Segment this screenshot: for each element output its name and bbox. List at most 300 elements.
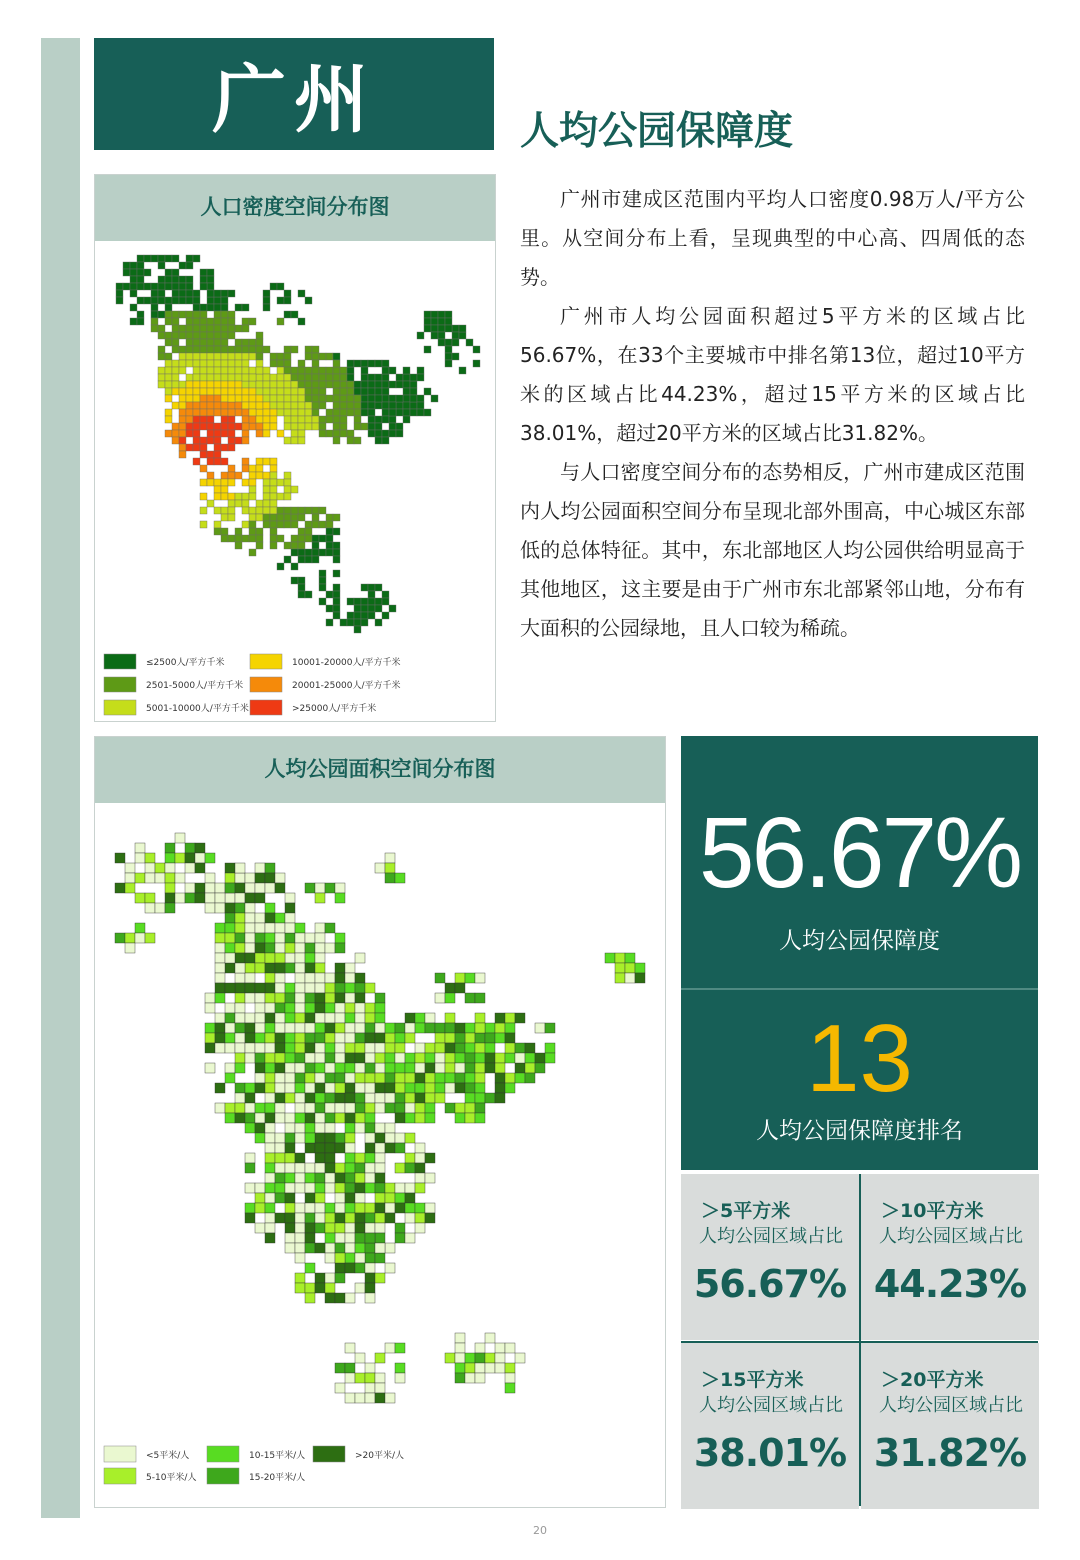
map-cell [333, 423, 340, 430]
map-cell [325, 983, 335, 993]
map-cell [291, 388, 298, 395]
map-cell [459, 367, 466, 374]
map-cell [333, 381, 340, 388]
map-cell [415, 1013, 425, 1023]
map-cell [315, 1023, 325, 1033]
map-cell [205, 1043, 215, 1053]
map-cell [315, 1103, 325, 1113]
map-cell [207, 374, 214, 381]
map-cell [325, 1073, 335, 1083]
map-cell [245, 903, 255, 913]
map-cell [305, 1133, 315, 1143]
map-cell [475, 1103, 485, 1113]
map-cell [361, 584, 368, 591]
legend-label: <5平米/人 [146, 1451, 190, 1461]
map-cell [291, 346, 298, 353]
map-cell [265, 1023, 275, 1033]
map-cell [125, 943, 135, 953]
map-cell [186, 290, 193, 297]
map-cell [495, 1013, 505, 1023]
map-cell [424, 388, 431, 395]
map-cell [225, 1113, 235, 1123]
map-cell [452, 325, 459, 332]
map-cell [275, 943, 285, 953]
map-cell [228, 332, 235, 339]
map-cell [200, 304, 207, 311]
map-cell [335, 1183, 345, 1193]
map-cell [365, 1373, 375, 1383]
map-cell [295, 1163, 305, 1173]
map-cell [505, 1373, 515, 1383]
map-cell [200, 507, 207, 514]
map-cell [382, 430, 389, 437]
map-cell [375, 1033, 385, 1043]
map-cell [225, 893, 235, 903]
map-cell [256, 332, 263, 339]
map-cell [319, 535, 326, 542]
map-cell [205, 993, 215, 1003]
map-cell [235, 963, 245, 973]
map-cell [298, 577, 305, 584]
map-cell [225, 1043, 235, 1053]
stat-cell-sub: 人均公园区域占比 [699, 1395, 843, 1416]
legend-swatch [104, 700, 136, 715]
map-cell [345, 1113, 355, 1123]
map-cell [335, 1063, 345, 1073]
map-cell [333, 360, 340, 367]
map-cell [186, 283, 193, 290]
map-cell [221, 486, 228, 493]
map-cell [382, 598, 389, 605]
map-cell [256, 395, 263, 402]
map-cell [245, 873, 255, 883]
map-cell [214, 381, 221, 388]
map-cell [425, 1113, 435, 1123]
map-cell [425, 1013, 435, 1023]
map-cell [172, 381, 179, 388]
map-cell [347, 409, 354, 416]
map-cell [277, 507, 284, 514]
map-cell [515, 1073, 525, 1083]
map-cell [221, 367, 228, 374]
map-cell [285, 1063, 295, 1073]
map-cell [365, 1253, 375, 1263]
map-cell [186, 297, 193, 304]
map-cell [135, 933, 145, 943]
map-cell [270, 514, 277, 521]
map-cell [215, 1083, 225, 1093]
map-cell [389, 430, 396, 437]
park-area-map-title: 人均公园面积空间分布图 [95, 737, 665, 803]
map-cell [410, 374, 417, 381]
map-cell [221, 290, 228, 297]
map-cell [249, 353, 256, 360]
map-cell [315, 993, 325, 1003]
map-cell [355, 973, 365, 983]
map-cell [249, 493, 256, 500]
map-cell [284, 297, 291, 304]
map-cell [263, 416, 270, 423]
map-cell [130, 276, 137, 283]
map-cell [385, 1143, 395, 1153]
map-cell [382, 388, 389, 395]
map-cell [242, 325, 249, 332]
map-cell [284, 542, 291, 549]
map-cell [385, 1243, 395, 1253]
map-cell [305, 1193, 315, 1203]
map-cell [333, 612, 340, 619]
map-cell [245, 1033, 255, 1043]
map-cell [445, 1353, 455, 1363]
map-cell [403, 388, 410, 395]
map-cell [221, 339, 228, 346]
map-cell [435, 973, 445, 983]
map-cell [144, 269, 151, 276]
map-cell [200, 374, 207, 381]
map-cell [116, 297, 123, 304]
map-cell [235, 367, 242, 374]
map-cell [315, 1243, 325, 1253]
map-cell [179, 444, 186, 451]
map-cell [277, 318, 284, 325]
map-cell [256, 500, 263, 507]
map-cell [275, 933, 285, 943]
map-cell [475, 1063, 485, 1073]
section-title: 人均公园保障度 [520, 109, 794, 154]
map-cell [368, 605, 375, 612]
map-cell [410, 409, 417, 416]
map-cell [375, 1063, 385, 1073]
map-cell [193, 430, 200, 437]
map-cell [284, 437, 291, 444]
map-cell [225, 943, 235, 953]
map-cell [270, 395, 277, 402]
map-cell [284, 290, 291, 297]
map-cell [365, 1203, 375, 1213]
map-cell [295, 1033, 305, 1043]
map-cell [385, 1123, 395, 1133]
map-cell [473, 360, 480, 367]
map-cell [405, 1213, 415, 1223]
map-cell [345, 1133, 355, 1143]
map-cell [325, 973, 335, 983]
map-cell [473, 346, 480, 353]
map-cell [305, 381, 312, 388]
map-cell [225, 923, 235, 933]
map-cell [200, 451, 207, 458]
map-cell [215, 1013, 225, 1023]
map-cell [125, 933, 135, 943]
stat-cell-sub: 人均公园区域占比 [879, 1226, 1023, 1247]
map-cell [270, 521, 277, 528]
map-cell [385, 1053, 395, 1063]
map-cell [235, 933, 245, 943]
map-cell [495, 1363, 505, 1373]
map-cell [315, 1203, 325, 1213]
map-cell [475, 1053, 485, 1063]
map-cell [242, 500, 249, 507]
map-cell [465, 1373, 475, 1383]
map-cell [333, 556, 340, 563]
map-cell [255, 913, 265, 923]
map-cell [186, 395, 193, 402]
map-cell [242, 409, 249, 416]
map-cell [186, 402, 193, 409]
map-cell [625, 963, 635, 973]
map-cell [355, 1243, 365, 1253]
map-cell [385, 873, 395, 883]
map-cell [285, 1113, 295, 1123]
map-cell [365, 1213, 375, 1223]
map-cell [425, 1073, 435, 1083]
map-cell [186, 325, 193, 332]
map-cell [355, 1283, 365, 1293]
map-cell [312, 514, 319, 521]
map-cell [395, 1343, 405, 1353]
map-cell [245, 973, 255, 983]
map-cell [375, 1043, 385, 1053]
map-cell [305, 943, 315, 953]
map-cell [365, 1053, 375, 1063]
map-cell [319, 395, 326, 402]
map-cell [396, 395, 403, 402]
map-cell [249, 528, 256, 535]
map-cell [249, 521, 256, 528]
map-cell [277, 360, 284, 367]
map-cell [305, 993, 315, 1003]
map-cell [285, 1243, 295, 1253]
map-cell [445, 339, 452, 346]
map-cell [325, 1113, 335, 1123]
map-cell [265, 1073, 275, 1083]
map-cell [221, 381, 228, 388]
map-cell [345, 1213, 355, 1223]
map-cell [438, 339, 445, 346]
map-cell [193, 409, 200, 416]
map-cell [179, 451, 186, 458]
map-cell [242, 521, 249, 528]
map-cell [265, 993, 275, 1003]
legend-label: >25000人/平方千米 [292, 704, 377, 714]
map-cell [333, 514, 340, 521]
map-cell [263, 479, 270, 486]
map-cell [291, 381, 298, 388]
map-cell [291, 437, 298, 444]
map-cell [275, 1063, 285, 1073]
map-cell [305, 591, 312, 598]
map-cell [172, 276, 179, 283]
map-cell [270, 416, 277, 423]
map-cell [245, 953, 255, 963]
map-cell [275, 1033, 285, 1043]
map-cell [375, 1243, 385, 1253]
map-cell [245, 1163, 255, 1173]
map-cell [315, 883, 325, 893]
map-cell [298, 514, 305, 521]
map-cell [375, 1153, 385, 1163]
map-cell [368, 584, 375, 591]
map-cell [335, 1133, 345, 1143]
map-cell [228, 402, 235, 409]
map-cell [382, 402, 389, 409]
map-cell [325, 1243, 335, 1253]
map-cell [368, 598, 375, 605]
map-cell [193, 325, 200, 332]
map-cell [375, 1053, 385, 1063]
map-cell [375, 1133, 385, 1143]
legend-label: 10-15平米/人 [249, 1451, 306, 1461]
map-cell [345, 1343, 355, 1353]
map-cell [205, 1063, 215, 1073]
map-cell [475, 1373, 485, 1383]
legend-label: 20001-25000人/平方千米 [292, 681, 401, 691]
map-cell [312, 556, 319, 563]
map-cell [333, 367, 340, 374]
map-cell [333, 542, 340, 549]
map-cell [172, 437, 179, 444]
map-cell [245, 1053, 255, 1063]
map-cell [385, 1343, 395, 1353]
map-cell [291, 549, 298, 556]
map-cell [175, 893, 185, 903]
map-cell [395, 1363, 405, 1373]
population-density-map-panel [94, 174, 496, 722]
map-cell [335, 1253, 345, 1263]
map-cell [228, 500, 235, 507]
map-cell [295, 1243, 305, 1253]
map-cell [285, 1223, 295, 1233]
map-cell [455, 1063, 465, 1073]
map-cell [305, 1283, 315, 1293]
map-cell [445, 1103, 455, 1113]
map-cell [195, 853, 205, 863]
map-cell [417, 332, 424, 339]
map-cell [275, 1103, 285, 1113]
map-cell [249, 423, 256, 430]
map-cell [445, 993, 455, 1003]
map-cell [193, 423, 200, 430]
map-cell [225, 913, 235, 923]
map-cell [319, 353, 326, 360]
map-cell [207, 388, 214, 395]
map-cell [179, 381, 186, 388]
map-cell [295, 1013, 305, 1023]
map-cell [172, 269, 179, 276]
map-cell [375, 1073, 385, 1083]
map-cell [265, 983, 275, 993]
map-cell [465, 1113, 475, 1123]
map-cell [179, 311, 186, 318]
map-cell [431, 311, 438, 318]
map-cell [455, 1363, 465, 1373]
map-cell [445, 1053, 455, 1063]
map-cell [265, 1113, 275, 1123]
map-cell [277, 514, 284, 521]
map-cell [225, 883, 235, 893]
map-cell [284, 353, 291, 360]
map-cell [335, 1043, 345, 1053]
map-cell [305, 297, 312, 304]
map-cell [305, 1073, 315, 1083]
map-cell [315, 1273, 325, 1283]
map-cell [123, 269, 130, 276]
map-cell [389, 367, 396, 374]
map-cell [256, 514, 263, 521]
map-cell [335, 1383, 345, 1393]
map-cell [485, 1363, 495, 1373]
map-cell [315, 983, 325, 993]
map-cell [179, 430, 186, 437]
map-cell [465, 1363, 475, 1373]
map-cell [275, 1073, 285, 1083]
map-cell [284, 381, 291, 388]
map-cell [525, 1043, 535, 1053]
map-cell [298, 549, 305, 556]
legend-swatch [250, 654, 282, 669]
map-cell [205, 893, 215, 903]
map-cell [225, 953, 235, 963]
map-cell [265, 883, 275, 893]
map-cell [235, 437, 242, 444]
map-cell [116, 290, 123, 297]
map-cell [325, 1163, 335, 1173]
map-cell [355, 1173, 365, 1183]
map-cell [298, 402, 305, 409]
map-cell [228, 318, 235, 325]
map-cell [340, 395, 347, 402]
map-cell [305, 1033, 315, 1043]
map-cell [200, 437, 207, 444]
map-cell [395, 1083, 405, 1093]
map-cell [385, 1133, 395, 1143]
map-cell [325, 1043, 335, 1053]
map-cell [207, 276, 214, 283]
map-cell [465, 1053, 475, 1063]
map-cell [186, 353, 193, 360]
map-cell [415, 1213, 425, 1223]
map-cell [315, 973, 325, 983]
map-cell [207, 402, 214, 409]
legend-label: 15-20平米/人 [249, 1473, 306, 1483]
map-cell [215, 903, 225, 913]
map-cell [298, 591, 305, 598]
map-cell [405, 1033, 415, 1043]
map-cell [285, 1083, 295, 1093]
population-density-map-title: 人口密度空间分布图 [95, 175, 495, 241]
map-cell [158, 297, 165, 304]
map-cell [225, 1013, 235, 1023]
stat-cell-head: ＞15平方米 [701, 1369, 804, 1391]
map-cell [137, 297, 144, 304]
map-cell [325, 1143, 335, 1153]
map-cell [221, 353, 228, 360]
map-cell [345, 1093, 355, 1103]
map-cell [245, 1123, 255, 1133]
map-cell [235, 395, 242, 402]
map-cell [545, 1043, 555, 1053]
map-cell [172, 388, 179, 395]
map-cell [256, 353, 263, 360]
map-cell [265, 1183, 275, 1193]
map-cell [319, 507, 326, 514]
map-cell [375, 416, 382, 423]
map-cell [165, 903, 175, 913]
map-cell [505, 1053, 515, 1063]
map-cell [255, 1073, 265, 1083]
map-cell [495, 1073, 505, 1083]
map-cell [525, 1053, 535, 1063]
map-cell [405, 1133, 415, 1143]
